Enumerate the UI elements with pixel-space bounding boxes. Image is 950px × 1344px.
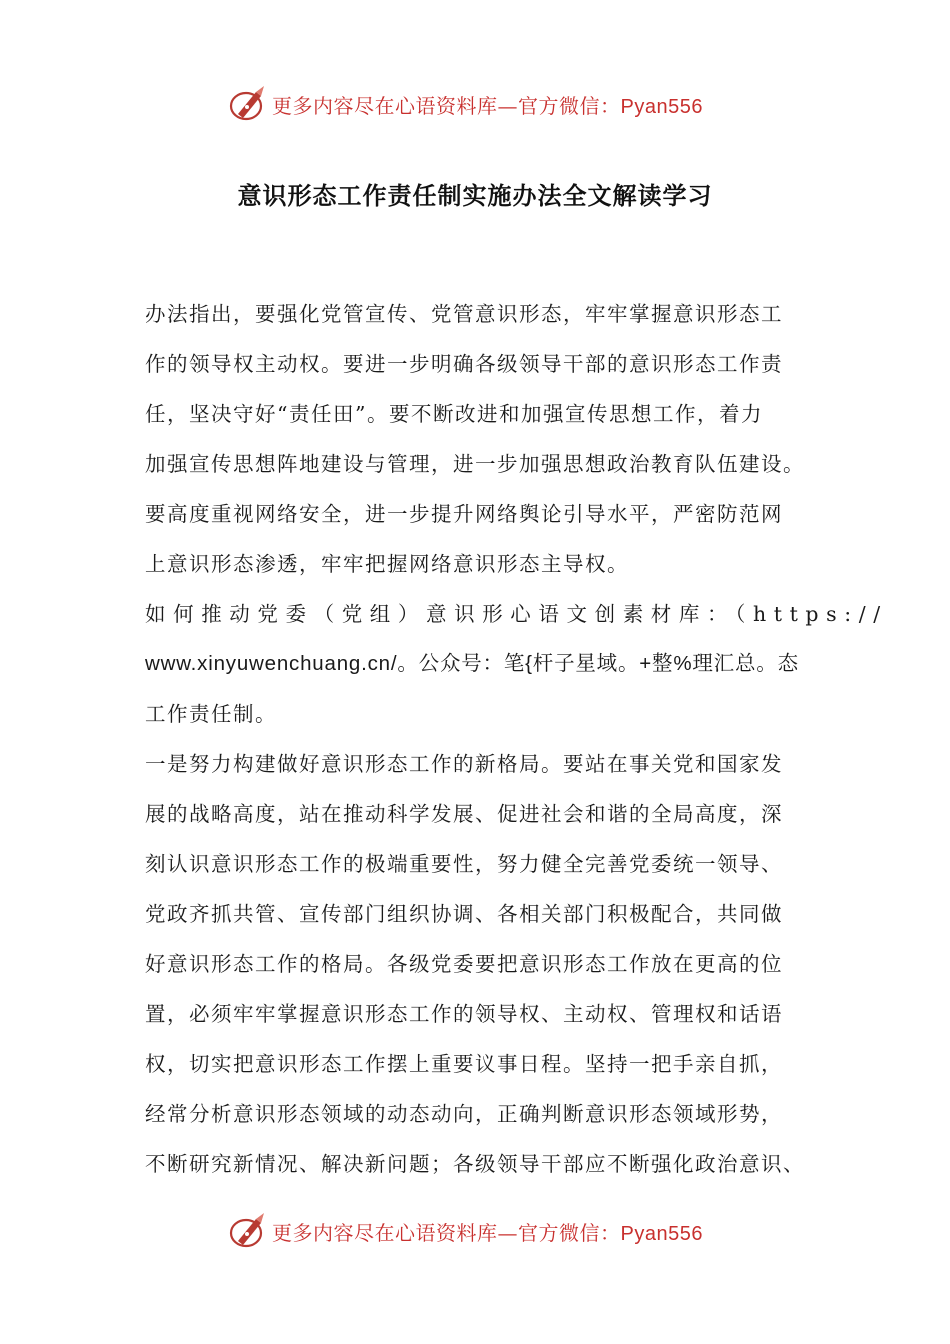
pen-nib-logo-icon bbox=[228, 1211, 268, 1251]
text-line: 上意识形态渗透，牢牢把握网络意识形态主导权。 bbox=[145, 552, 629, 576]
text-line: 经常分析意识形态领域的动态动向，正确判断意识形态领域形势， bbox=[145, 1102, 783, 1126]
pen-nib-logo-icon bbox=[228, 84, 268, 124]
header-banner bbox=[228, 82, 748, 126]
text-line: 工作责任制。 bbox=[145, 702, 277, 726]
document-title: 意识形态工作责任制实施办法全文解读学习 bbox=[237, 182, 713, 210]
banner-text: 更多内容尽在心语资料库—官方微信：Pyan556 bbox=[272, 1220, 703, 1245]
text-line: 不断研究新情况、解决新问题；各级领导干部应不断强化政治意识、 bbox=[145, 1152, 805, 1176]
text-line: 好意识形态工作的格局。各级党委要把意识形态工作放在更高的位 bbox=[145, 952, 783, 976]
text-line: 刻认识意识形态工作的极端重要性，努力健全完善党委统一领导、 bbox=[145, 852, 783, 876]
banner-account: Pyan556 bbox=[620, 95, 703, 118]
text-line: 办法指出，要强化党管宣传、党管意识形态，牢牢掌握意识形态工 bbox=[145, 302, 783, 326]
text-line: www.xinyuwenchuang.cn/。公众号：笔{杆子星域。+整%理汇总。态 bbox=[145, 652, 799, 675]
banner-account: Pyan556 bbox=[620, 1222, 703, 1245]
text-line: 加强宣传思想阵地建设与管理，进一步加强思想政治教育队伍建设。 bbox=[145, 452, 805, 476]
text-line: 展的战略高度，站在推动科学发展、促进社会和谐的全局高度，深 bbox=[145, 802, 783, 826]
footer-banner bbox=[228, 1209, 748, 1253]
text-line: 一是努力构建做好意识形态工作的新格局。要站在事关党和国家发 bbox=[145, 752, 783, 776]
text-line: 作的领导权主动权。要进一步明确各级领导干部的意识形态工作责 bbox=[145, 352, 783, 376]
document-body bbox=[145, 289, 888, 1189]
text-line: 任，坚决守好“责任田”。要不断改进和加强宣传思想工作，着力 bbox=[145, 402, 763, 426]
text-line: 如何推动党委（党组）意识形心语文创素材库：（https:// bbox=[145, 602, 888, 626]
text-line: 要高度重视网络安全，进一步提升网络舆论引导水平，严密防范网 bbox=[145, 502, 783, 526]
text-line: 党政齐抓共管、宣传部门组织协调、各相关部门积极配合，共同做 bbox=[145, 902, 783, 926]
banner-text: 更多内容尽在心语资料库—官方微信：Pyan556 bbox=[272, 93, 703, 118]
text-line: 权，切实把意识形态工作摆上重要议事日程。坚持一把手亲自抓， bbox=[145, 1052, 783, 1076]
text-line: 置，必须牢牢掌握意识形态工作的领导权、主动权、管理权和话语 bbox=[145, 1002, 783, 1026]
